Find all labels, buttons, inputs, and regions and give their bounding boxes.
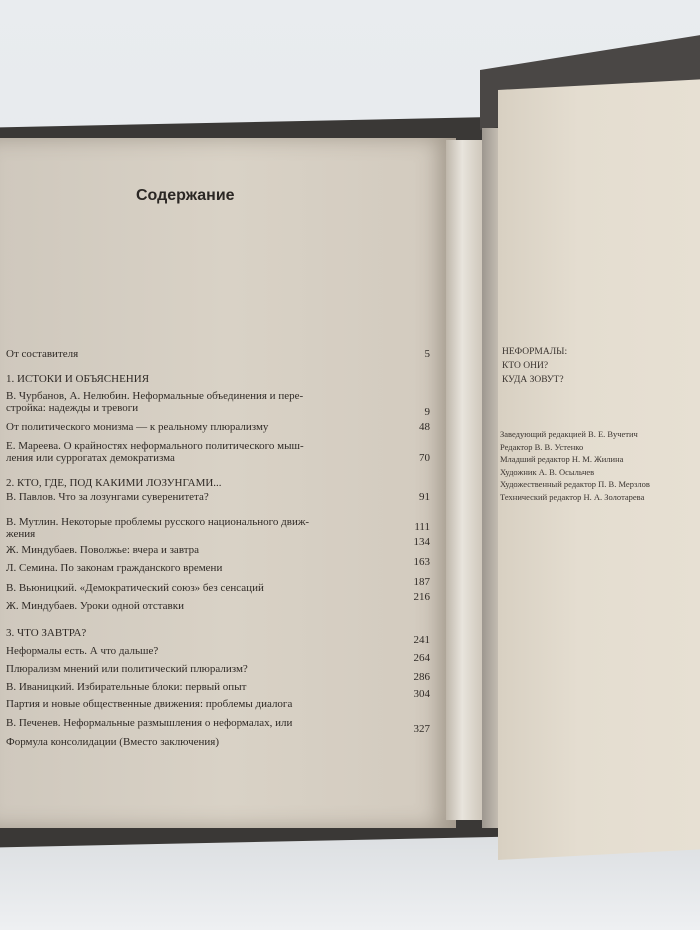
credits-list: Заведующий редакцией В. Е. Вучетич Редактор В. В. Устенко Младший редактор Н. М. Жилина Художник А. В. Осыльчев Художественный редактор П. В. Мерзлов Технический редактор Н. А. Золотарева: [500, 429, 650, 502]
toc-entry: Ж. Миндубаев. Поволжье: вчера и завтра 134: [6, 536, 430, 556]
toc-entry: Е. Мареева. О крайностях неформального политического мыш-: [6, 440, 304, 452]
section-heading: 2. КТО, ГДЕ, ПОД КАКИМИ ЛОЗУНГАМИ...: [6, 477, 222, 489]
toc-entry: В. Павлов. Что за лозунгами суверенитета? 91: [6, 491, 430, 503]
toc-entry: Плюрализм мнений или политический плюрализм? 264: [6, 652, 430, 675]
page-number: 9: [424, 406, 430, 418]
toc-title: Содержание: [136, 187, 235, 204]
page-number: 241: [413, 634, 430, 646]
section-heading: 1. ИСТОКИ И ОБЪЯСНЕНИЯ: [6, 373, 150, 385]
section-heading: 3. ЧТО ЗАВТРА?: [6, 627, 87, 639]
page-number: 91: [419, 491, 430, 503]
book-title-imprint: НЕФОРМАЛЫ: КТО ОНИ? КУДА ЗОВУТ?: [502, 347, 568, 385]
toc-entry: От политического монизма — к реальному плюрализму 48: [6, 421, 430, 433]
toc-entry: В. Мутлин. Некоторые проблемы русского национального движ-: [6, 516, 310, 528]
page-number: 111: [414, 521, 430, 533]
page-number: 163: [413, 556, 430, 568]
toc-entry: жения 111: [6, 521, 430, 540]
page-number: 134: [413, 536, 430, 548]
page-number: 264: [413, 652, 430, 664]
toc-entry: В. Иваницкий. Избирательные блоки: первый опыт 286: [6, 671, 430, 693]
toc-entry: В. Печенев. Неформальные размышления о неформалах, или 327: [6, 717, 430, 735]
toc-entry: В. Чурбанов, А. Нелюбин. Неформальные объединения и пере-: [6, 390, 304, 402]
toc-entry: В. Вьюницкий. «Демократический союз» без сенсаций 187: [6, 576, 430, 594]
page-number: 286: [413, 671, 430, 683]
toc-entry: Формула консолидации (Вместо заключения): [6, 736, 219, 748]
page-number: 304: [413, 688, 430, 700]
toc-entry: Л. Семина. По законам гражданского времени 163: [6, 556, 430, 574]
page-number: 187: [413, 576, 430, 588]
toc-entry: От составителя 5: [6, 348, 430, 360]
toc-entry: Неформалы есть. А что дальше? 241: [6, 634, 430, 657]
toc-entry: Ж. Миндубаев. Уроки одной отставки 216: [6, 591, 430, 612]
toc-entry: стройка: надежды и тревоги 9: [6, 402, 430, 418]
page-number: 48: [419, 421, 430, 433]
toc-entry: Партия и новые общественные движения: проблемы диалога 304: [6, 688, 430, 710]
page-number: 216: [413, 591, 430, 603]
page-number: 5: [424, 348, 430, 360]
page-number: 70: [419, 452, 430, 464]
page-number: 327: [413, 723, 430, 735]
toc-entry: ления или суррогатах демократизма 70: [6, 452, 430, 464]
